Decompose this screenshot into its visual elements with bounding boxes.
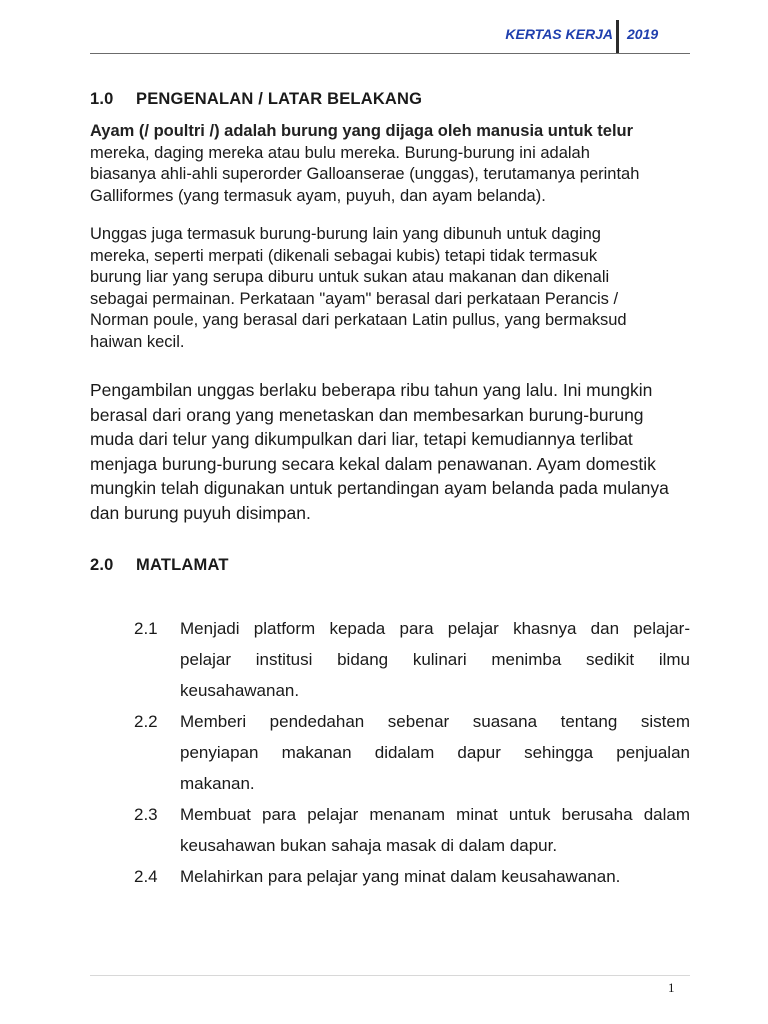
objective-line: Melahirkan para pelajar yang minat dalam keusahawanan.	[180, 867, 621, 886]
paragraph-line: haiwan kecil.	[90, 332, 185, 351]
objective-number: 2.2	[134, 712, 158, 731]
paragraph-line: dan burung puyuh disimpan.	[90, 502, 311, 523]
paragraph-line: sebagai permainan. Perkataan "ayam" berasal dari perkataan Perancis /	[90, 289, 619, 308]
section-1-title: PENGENALAN / LATAR BELAKANG	[136, 90, 423, 108]
objective-number: 2.4	[134, 867, 158, 886]
objective-line: Membuat para pelajar menanam minat untuk berusaha dalam	[180, 805, 690, 824]
objective-item	[134, 799, 690, 861]
objective-number: 2.1	[134, 619, 158, 638]
paragraph-line: muda dari telur yang dikumpulkan dari liar, tetapi kemudiannya terlibat	[90, 429, 633, 449]
paragraph-line: Unggas juga termasuk burung-burung lain yang dibunuh untuk daging	[90, 225, 601, 243]
objective-item	[134, 706, 690, 799]
objective-number: 2.3	[134, 805, 158, 824]
document-title: KERTAS KERJA	[505, 26, 613, 42]
section-1-paragraph-3	[90, 378, 690, 525]
paragraph-line: mereka, daging mereka atau bulu mereka. Burung-burung ini adalah	[90, 143, 590, 162]
paragraph-line: Norman poule, yang berasal dari perkataan Latin pullus, yang bermaksud	[90, 311, 627, 329]
section-1-paragraph-1	[90, 121, 690, 207]
objective-line: makanan.	[180, 774, 255, 793]
paragraph-line: burung liar yang serupa diburu untuk sukan atau makanan dan dikenali	[90, 268, 610, 286]
objective-item	[134, 613, 690, 706]
header-rule	[90, 53, 690, 54]
objective-line: Memberi pendedahan sebenar suasana tentang sistem	[180, 712, 690, 731]
objective-line: pelajar institusi bidang kulinari menimba sedikit ilmu	[180, 650, 690, 669]
document-year: 2019	[627, 26, 659, 42]
header-divider	[616, 20, 619, 54]
section-2-title: MATLAMAT	[136, 556, 229, 574]
footer-rule	[90, 975, 690, 976]
objectives-list	[134, 613, 690, 892]
page-header	[0, 0, 768, 56]
paragraph-line: menjaga burung-burung secara kekal dalam penawanan. Ayam domestik	[90, 453, 656, 474]
objective-line: keusahawanan.	[180, 681, 300, 700]
page-number: 1	[668, 980, 675, 995]
section-1-heading	[90, 90, 422, 109]
paragraph-line: berasal dari orang yang menetaskan dan membesarkan burung-burung	[90, 404, 644, 425]
paragraph-line: mungkin telah digunakan untuk pertandingan ayam belanda pada mulanya	[90, 478, 669, 498]
section-2-number: 2.0	[90, 556, 114, 574]
objective-line: keusahawan bukan sahaja masak di dalam dapur.	[180, 836, 558, 855]
objective-line: penyiapan makanan didalam dapur sehingga penjualan	[180, 743, 690, 762]
section-2-heading	[90, 556, 229, 575]
objective-item	[134, 861, 690, 892]
paragraph-line: Galliformes (yang termasuk ayam, puyuh, dan ayam belanda).	[90, 186, 546, 205]
paragraph-line: Pengambilan unggas berlaku beberapa ribu tahun yang lalu. Ini mungkin	[90, 380, 653, 400]
objective-line: Menjadi platform kepada para pelajar khasnya dan pelajar-	[180, 619, 690, 638]
paragraph-line: mereka, seperti merpati (dikenali sebagai kubis) tetapi tidak termasuk	[90, 246, 598, 265]
section-1-number: 1.0	[90, 90, 114, 108]
section-1-paragraph-2	[90, 224, 690, 353]
paragraph-line: biasanya ahli-ahli superorder Galloanserae (unggas), terutamanya perintah	[90, 165, 640, 183]
paragraph-line: Ayam (/ poultri /) adalah burung yang dijaga oleh manusia untuk telur	[90, 122, 634, 140]
